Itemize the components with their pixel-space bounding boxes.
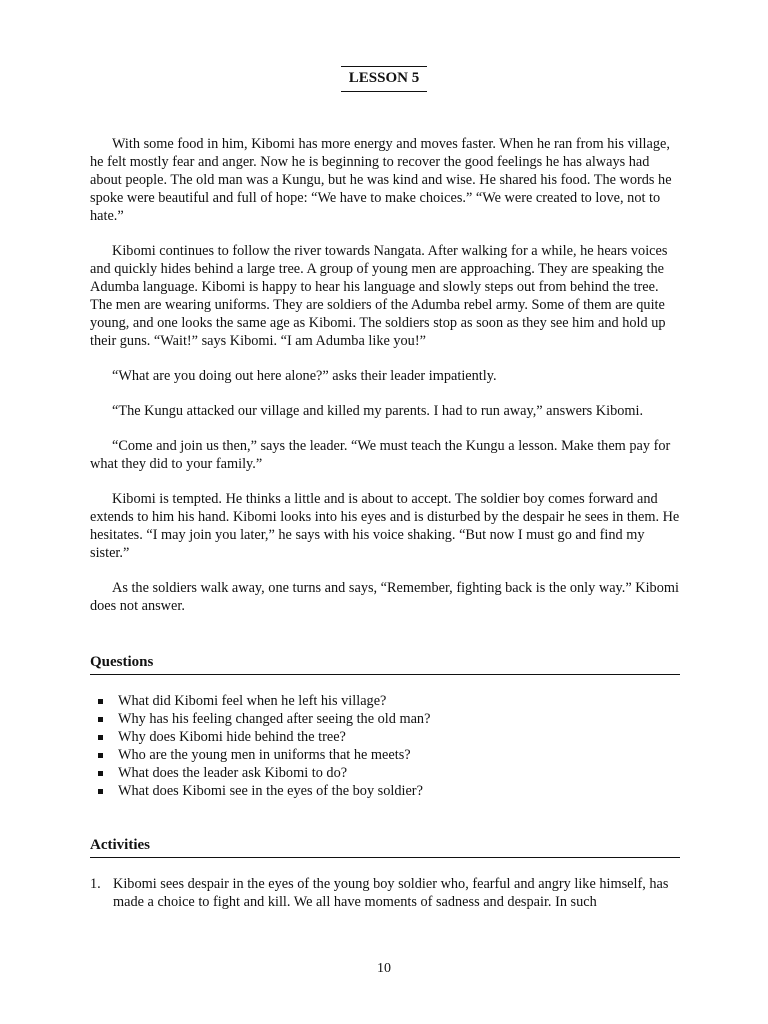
lesson-title-text: LESSON 5 bbox=[341, 66, 427, 92]
question-item bbox=[98, 710, 678, 728]
activities-list bbox=[90, 875, 680, 911]
story-text bbox=[90, 135, 680, 632]
square-bullet-icon bbox=[98, 753, 103, 758]
question-text: What does the leader ask Kibomi to do? bbox=[118, 765, 348, 781]
activity-item bbox=[90, 875, 680, 911]
square-bullet-icon bbox=[98, 717, 103, 722]
story-paragraph: “The Kungu attacked our village and killed my parents. I had to run away,” answers Kibomi. bbox=[112, 403, 644, 419]
lesson-title bbox=[0, 66, 768, 92]
question-text: What did Kibomi feel when he left his village? bbox=[118, 693, 387, 709]
question-text: What does Kibomi see in the eyes of the boy soldier? bbox=[118, 783, 423, 799]
story-paragraph: With some food in him, Kibomi has more energy and moves faster. When he ran from his village, he felt mostly fear and anger. Now he is beginning to recover the good feelings he has always had about people. The old man was a Kungu, but he was kind and wise. He shared his food. The words he spoke were beautiful and full of hope: “We have to make choices.” “We were created to love, not to hate.” bbox=[90, 136, 672, 224]
square-bullet-icon bbox=[98, 735, 103, 740]
question-item bbox=[98, 746, 678, 764]
question-item bbox=[98, 692, 678, 710]
question-item bbox=[98, 764, 678, 782]
question-item bbox=[98, 728, 678, 746]
questions-heading: Questions bbox=[90, 653, 680, 675]
question-text: Why does Kibomi hide behind the tree? bbox=[118, 729, 346, 745]
square-bullet-icon bbox=[98, 699, 103, 704]
story-paragraph: Kibomi is tempted. He thinks a little and is about to accept. The soldier boy comes forward and extends to him his hand. Kibomi looks into his eyes and is disturbed by the despair he sees in them. He hesitates. “I may join you later,” he says with his voice shaking. “But now I must go and find my sister.” bbox=[90, 491, 680, 561]
activity-number: 1. bbox=[90, 876, 101, 892]
questions-list bbox=[98, 692, 678, 800]
story-paragraph: Kibomi continues to follow the river towards Nangata. After walking for a while, he hears voices and quickly hides behind a large tree. A group of young men are approaching. They are speaking the Adumba language. Kibomi is happy to hear his language and slowly steps out from behind the tree. The men are wearing uniforms. They are soldiers of the Adumba rebel army. Some of them are quite young, and one looks the same age as Kibomi. The soldiers stop as soon as they see him and hold up their guns. “Wait!” says Kibomi. “I am Adumba like you!” bbox=[90, 243, 668, 349]
story-paragraph: As the soldiers walk away, one turns and says, “Remember, fighting back is the only way.” Kibomi does not answer. bbox=[90, 580, 679, 614]
page-number: 10 bbox=[377, 961, 391, 976]
question-item bbox=[98, 782, 678, 800]
question-text: Why has his feeling changed after seeing the old man? bbox=[118, 711, 431, 727]
activities-heading: Activities bbox=[90, 836, 680, 858]
story-paragraph: “Come and join us then,” says the leader. “We must teach the Kungu a lesson. Make them pay for what they did to your family.” bbox=[90, 438, 671, 472]
square-bullet-icon bbox=[98, 771, 103, 776]
activity-text: Kibomi sees despair in the eyes of the young boy soldier who, fearful and angry like himself, has made a choice to fight and kill. We all have moments of sadness and despair. In such bbox=[113, 876, 669, 910]
question-text: Who are the young men in uniforms that he meets? bbox=[118, 747, 411, 763]
story-paragraph: “What are you doing out here alone?” asks their leader impatiently. bbox=[112, 368, 497, 384]
square-bullet-icon bbox=[98, 789, 103, 794]
